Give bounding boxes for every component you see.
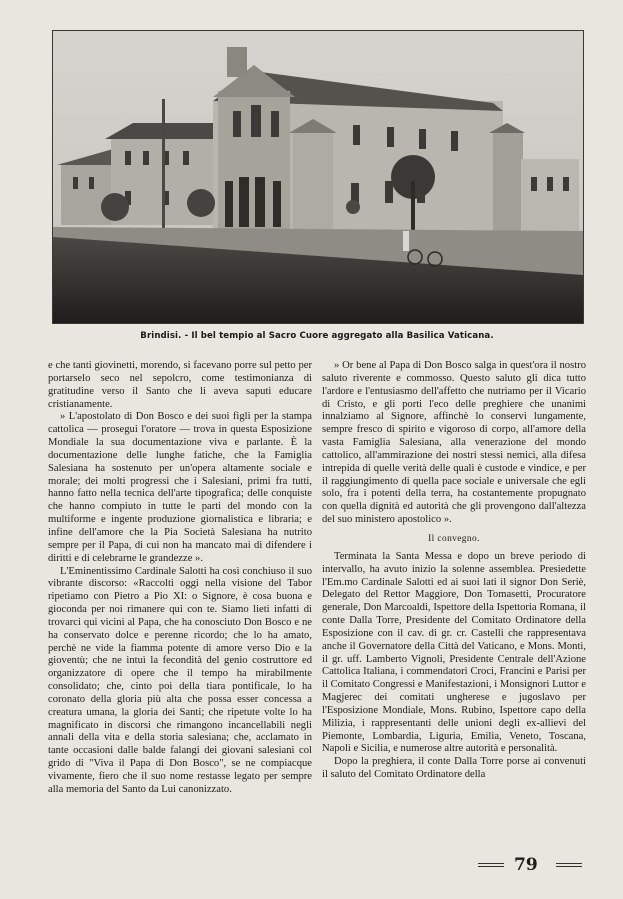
paragraph: » L'apostolato di Don Bosco e dei suoi figli per la stampa cattolica — prosegui l'oratore — trova in questa Esposizione Mondiale la sua documentazione viva e parlante. È la documentazione delle lunghe fatiche, che la Famiglia Salesiana ha sostenuto per un'opera altamente sociale e morale; dei molti progressi che i Salesiani, primi fra tutti, hanno fatto nella tecnica dell'arte tipografica; delle conquiste che hanno compiuto in tutte le parti del mondo con la multiforme e ingente produzione giornalistica e libraria; e infine dell'amore che la Pia Società Salesiana ha nutrito sempre per il Papa, di cui non ha mancato mai di difendere i diritti e di celebrarne le grandezze ».	[48, 411, 312, 564]
church-photo	[52, 30, 584, 324]
photo-caption: Brindisi. - Il bel tempio al Sacro Cuore aggregato alla Basilica Vaticana.	[140, 331, 494, 341]
section-heading: Il convegno.	[428, 533, 480, 544]
paragraph: L'Eminentissimo Cardinale Salotti ha così conchiuso il suo vibrante discorso: «Raccolti oggi nella visione del Tabor ripetiamo con Pietro a Pio XI: o Signore, è cosa buona e gioconda per noi rimanere qui con te. Siamo lieti infatti di trovarci qui vicini al Papa, che ha conosciuto Don Bosco e ne ha conservato dolce e perenne ricordo; che lo ha amato, perchè ne vide la fiamma potente di amore verso Dio e la gioventù; che ne intuì la fecondità del genio costruttore ed organizzatore di opere che il tempo ha mirabilmente consolidato; che, cinto poi della tiara pontificale, lo ha coronato della gloria più alta che possa esser concessa a creatura umana, la gloria dei Santi; che ripetute volte lo ha magnificato in discorsi che rimangono incancellabili negli annali della vita e della storia salesiana; che, acclamato in tante occasioni dalle balde falangi dei giovani salesiani col grido di "Viva il Papa di Don Bosco", se ne compiacque vivamente, fiero che il suo nome restasse legato per sempre alla memoria del Santo da Lui canonizzato.	[48, 565, 312, 795]
ornament-right-icon	[556, 863, 582, 869]
ornament-left-icon	[478, 863, 504, 869]
paragraph: e che tanti giovinetti, morendo, si facevano porre sul petto per portarselo seco nel sepolcro, come testimonianza di gratitudine verso il Santo che li aveva saputi educare cristianamente.	[48, 360, 312, 410]
paragraph: » Or bene al Papa di Don Bosco salga in quest'ora il nostro saluto riverente e commosso. Questo saluto gli dica tutto l'ardore e l'entusiasmo dell'affetto che nutriamo per il Vicario di Cristo, e gli porti l'eco delle preghiere che unanimi innalziamo al Signore, affinchè lo conservi lungamente, sempre fresco di spirito e vigoroso di corpo, all'amore della vasta Famiglia Salesiana, alla venerazione del mondo cattolico, all'ammirazione dei nostri stessi nemici, alla difesa intrepida di quelle verità delle quali è custode e vindice, e per il raggiungimento di quella pace sociale e universale che egli solo, fra i potenti della terra, ha costantemente propugnato con quella dignità ed autorità che gli provengono dall'altezza del suo ministero apostolico ».	[322, 360, 586, 526]
left-column	[48, 360, 312, 797]
page-footer	[470, 853, 590, 877]
paragraph: Dopo la preghiera, il conte Dalla Torre porse ai convenuti il saluto del Comitato Ordinatore della	[322, 756, 586, 781]
paragraph: Terminata la Santa Messa e dopo un breve periodo di intervallo, ha avuto inizio la solenne assemblea. Presiedette l'Em.mo Cardinale Salotti ed ai suoi lati il signor Don Seriè, Delegato del Rettor Maggiore, Don Tomasetti, Procuratore generale, Don Marcoaldi, Ispettore della Ispettoria Romana, il conte Dalla Torre, Presidente del Comitato Ordinatore della Esposizione con il cav. di gr. cr. Castelli che rappresentava anche il Governatore della Città del Vaticano, e Mons. Monti, il gr. uff. Lamberto Vignoli, Presidente Centrale dell'Azione Cattolica Italiana, i commendatori Croci, Francini e Parisi per il Comitato Congressi e Manifestazioni, i Monsignori Luttor e Magjerec dei comitati ungherese e jugoslavo per l'Esposizione Mondiale, Mons. Rubino, Ispettore capo della Milizia, i rappresentanti delle unioni degli ex-allievi del Piemonte, Lombardia, Liguria, Emilia, Veneto, Toscana, Napoli e Sicilia, e numerose altre autorità e personalità.	[322, 550, 586, 755]
church-building-photo-icon	[53, 31, 583, 323]
page-number: 79	[514, 855, 538, 875]
right-column	[322, 360, 586, 782]
